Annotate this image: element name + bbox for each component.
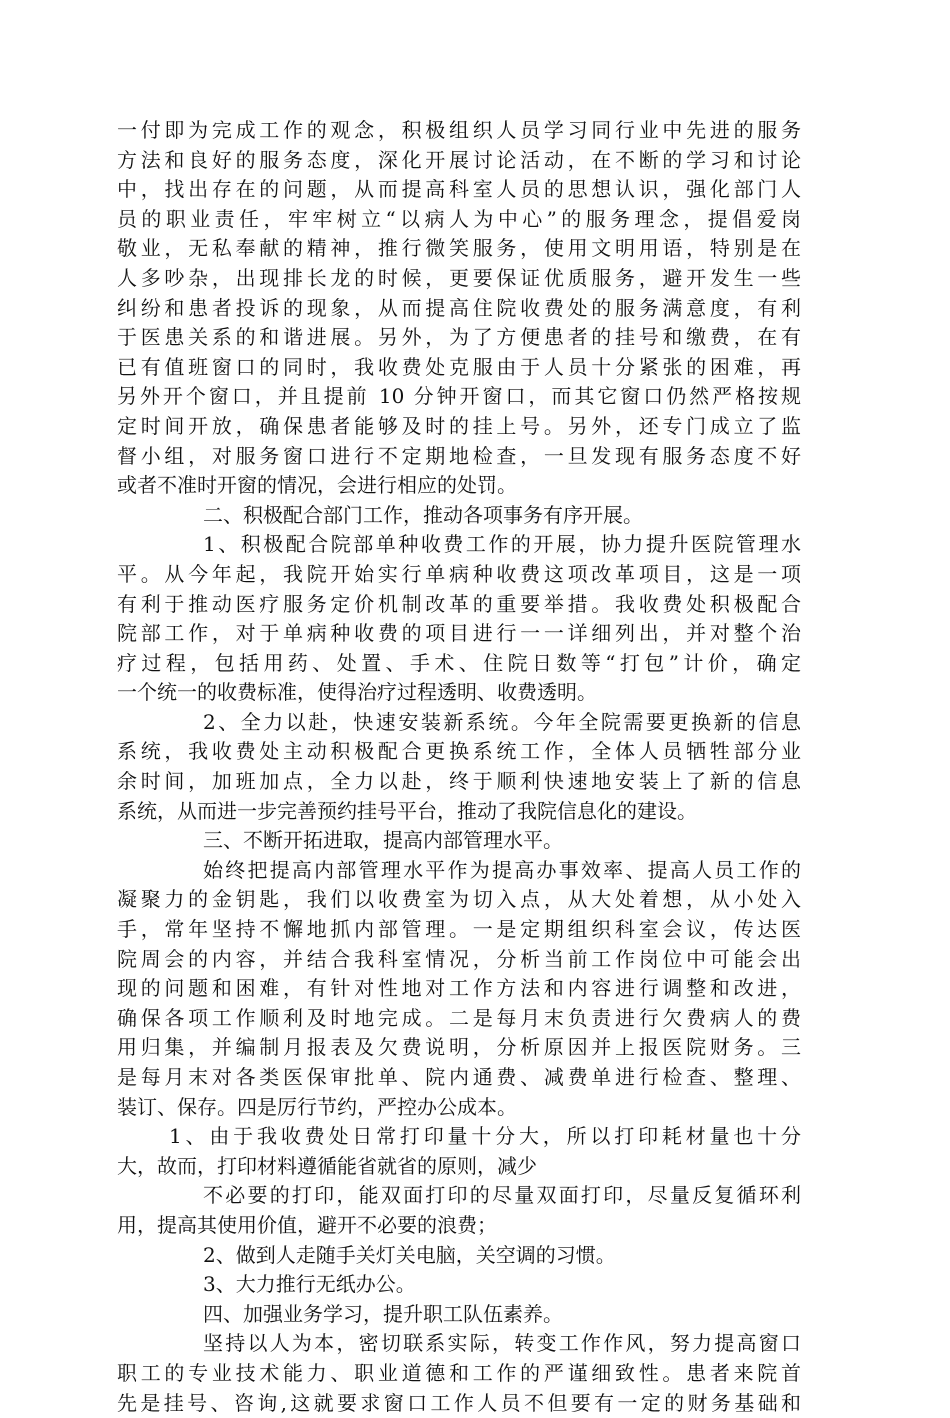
text-line: 1、积极配合院部单种收费工作的开展，协力提升医院管理水 (203, 532, 801, 557)
text-line: 始终把提高内部管理水平作为提高办事效率、提高人员工作的 (203, 857, 801, 882)
text-line: 职工的专业技术能力、职业道德和工作的严谨细致性。患者来院首 (117, 1360, 801, 1385)
document-page (117, 116, 801, 1418)
text-line: 院部工作，对于单病种收费的项目进行一一详细列出，并对整个治 (117, 621, 801, 646)
text-line: 敬业，无私奉献的精神，推行微笑服务，使用文明用语，特别是在 (117, 236, 801, 261)
text-line: 方法和良好的服务态度，深化开展讨论活动，在不断的学习和讨论 (117, 147, 801, 172)
text-line: 余时间，加班加点，全力以赴，终于顺利快速地安装上了新的信息 (117, 769, 801, 794)
text-line: 凝聚力的金钥匙，我们以收费室为切入点，从大处着想，从小处入 (117, 887, 801, 912)
text-line: 有利于推动医疗服务定价机制改革的重要举措。我收费处积极配合 (117, 591, 801, 616)
text-line: 一付即为完成工作的观念，积极组织人员学习同行业中先进的服务 (117, 118, 801, 142)
text-line: 系统，我收费处主动积极配合更换系统工作，全体人员牺牲部分业 (117, 739, 801, 764)
text-line: 纠纷和患者投诉的现象，从而提高住院收费处的服务满意度，有利 (117, 295, 801, 320)
text-line: 手，常年坚持不懈地抓内部管理。一是定期组织科室会议，传达医 (117, 917, 801, 942)
text-line: 疗过程，包括用药、处置、手术、住院日数等“打包”计价，确定 (117, 650, 801, 675)
text-line: 是每月末对各类医保审批单、院内通费、减费单进行检查、整理、 (117, 1065, 801, 1089)
text-line: 2、全力以赴，快速安装新系统。今年全院需要更换新的信息 (203, 709, 801, 734)
text-line: 大，故而，打印材料遵循能省就省的原则，减少 (117, 1153, 537, 1178)
text-line: 三、不断开拓进取，提高内部管理水平。 (203, 828, 563, 853)
text-line: 用归集，并编制月报表及欠费说明，分析原因并上报医院财务。三 (117, 1035, 801, 1060)
text-line: 系统，从而进一步完善预约挂号平台，推动了我院信息化的建设。 (117, 798, 697, 823)
text-line: 装订、保存。四是厉行节约，严控办公成本。 (117, 1094, 517, 1119)
text-line: 1、由于我收费处日常打印量十分大，所以打印耗材量也十分 (169, 1124, 801, 1149)
text-line: 现的问题和困难，有针对性地对工作方法和内容进行调整和改进， (117, 976, 801, 1001)
text-line: 2、做到人走随手关灯关电脑，关空调的习惯。 (203, 1242, 616, 1267)
text-line: 四、加强业务学习，提升职工队伍素养。 (203, 1301, 563, 1326)
text-line: 用，提高其使用价值，避开不必要的浪费； (117, 1212, 497, 1237)
text-line: 3、大力推行无纸办公。 (203, 1272, 416, 1297)
text-line: 院周会的内容，并结合我科室情况，分析当前工作岗位中可能会出 (117, 946, 801, 971)
text-line: 于医患关系的和谐进展。另外，为了方便患者的挂号和缴费，在有 (117, 325, 801, 350)
text-line: 坚持以人为本，密切联系实际，转变工作作风，努力提高窗口 (203, 1331, 801, 1356)
text-line: 平。从今年起，我院开始实行单病种收费这项改革项目，这是一项 (117, 561, 801, 586)
text-line: 一个统一的收费标准，使得治疗过程透明、收费透明。 (117, 680, 597, 705)
text-line: 先是挂号、咨询,这就要求窗口工作人员不但要有一定的财务基础和 (117, 1390, 801, 1415)
text-line: 另外开个窗口，并且提前 10 分钟开窗口，而其它窗口仍然严格按规 (117, 384, 801, 409)
text-line: 定时间开放，确保患者能够及时的挂上号。另外，还专门成立了监 (117, 413, 801, 438)
text-line: 二、积极配合部门工作，推动各项事务有序开展。 (203, 502, 643, 527)
text-line: 不必要的打印，能双面打印的尽量双面打印，尽量反复循环利 (203, 1183, 801, 1208)
text-line: 督小组，对服务窗口进行不定期地检查，一旦发现有服务态度不好 (117, 443, 801, 468)
text-line: 确保各项工作顺利及时地完成。二是每月末负责进行欠费病人的费 (117, 1005, 801, 1030)
text-line: 员的职业责任，牢牢树立“以病人为中心”的服务理念，提倡爱岗 (117, 206, 801, 231)
text-line: 已有值班窗口的同时，我收费处克服由于人员十分紧张的困难，再 (117, 354, 801, 379)
text-line: 人多吵杂，出现排长龙的时候，更要保证优质服务，避开发生一些 (117, 265, 801, 290)
text-line: 中，找出存在的问题，从而提高科室人员的思想认识，强化部门人 (117, 177, 801, 202)
text-line: 或者不准时开窗的情况，会进行相应的处罚。 (117, 473, 517, 498)
